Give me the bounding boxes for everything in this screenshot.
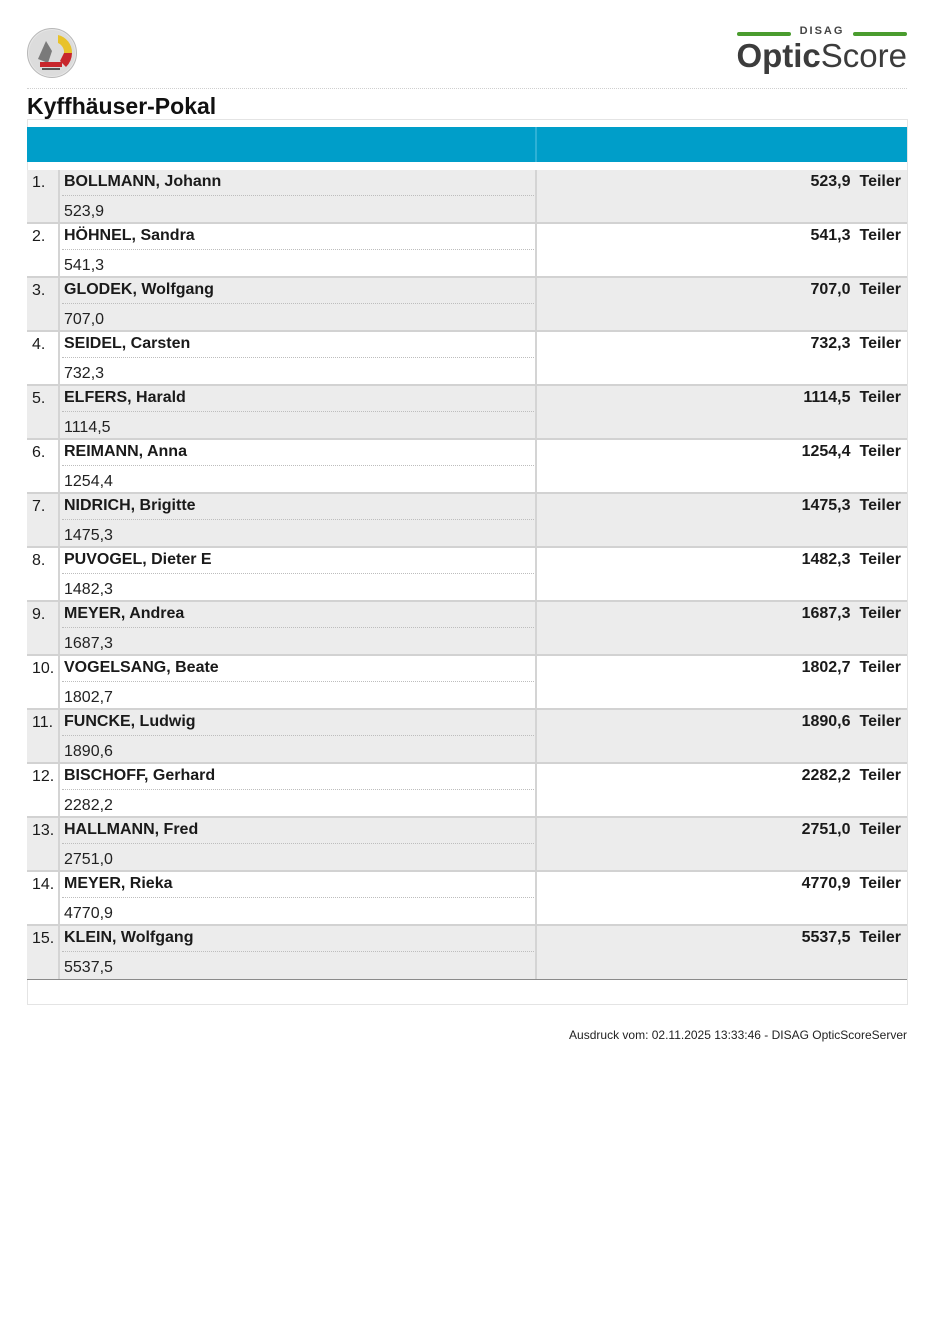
- row-divider: [535, 872, 537, 926]
- table-row: [27, 170, 907, 224]
- row-shooter-name: MEYER, Andrea: [64, 605, 185, 622]
- row-shooter-name: HÖHNEL, Sandra: [64, 227, 195, 244]
- row-rank: 12.: [32, 768, 55, 785]
- table-row: [27, 818, 907, 872]
- row-shooter-name: SEIDEL, Carsten: [64, 335, 191, 352]
- table-row: [27, 656, 907, 710]
- row-dotted-line: [62, 519, 534, 520]
- row-score-unit: Teiler: [859, 173, 901, 190]
- row-score-unit: Teiler: [859, 227, 901, 244]
- table-row: [27, 332, 907, 386]
- row-score-unit: Teiler: [859, 767, 901, 784]
- row-shooter-name: NIDRICH, Brigitte: [64, 497, 196, 514]
- row-divider: [58, 764, 60, 818]
- row-shooter-name: PUVOGEL, Dieter E: [64, 551, 212, 568]
- row-score: [802, 713, 901, 731]
- row-score: [803, 389, 901, 407]
- row-score-value: 707,0: [810, 281, 851, 298]
- row-rank: 5.: [32, 390, 46, 407]
- row-shot-value: 5537,5: [64, 959, 113, 976]
- table-row: [27, 440, 907, 494]
- row-shooter-name: FUNCKE, Ludwig: [64, 713, 196, 730]
- row-score-value: 732,3: [810, 335, 851, 352]
- row-rank: 1.: [32, 174, 46, 191]
- row-dotted-line: [62, 573, 534, 574]
- row-dotted-line: [62, 627, 534, 628]
- page-title: Kyffhäuser-Pokal: [27, 93, 217, 119]
- row-score-value: 2282,2: [801, 767, 851, 784]
- row-shot-value: 2751,0: [64, 851, 113, 868]
- row-dotted-line: [62, 411, 534, 412]
- brand-disag-label: DISAG: [799, 25, 845, 37]
- row-divider: [535, 224, 537, 278]
- row-score-unit: Teiler: [859, 929, 901, 946]
- row-score: [802, 875, 901, 893]
- row-score-value: 541,3: [810, 227, 851, 244]
- row-divider: [535, 332, 537, 386]
- row-dotted-line: [62, 303, 534, 304]
- table-row: [27, 386, 907, 440]
- row-divider: [535, 548, 537, 602]
- row-rank: 3.: [32, 282, 46, 299]
- row-score-value: 1482,3: [801, 551, 851, 568]
- row-divider: [58, 386, 60, 440]
- row-dotted-line: [62, 735, 534, 736]
- row-rank: 4.: [32, 336, 46, 353]
- row-score-unit: Teiler: [859, 551, 901, 568]
- row-shot-value: 1482,3: [64, 581, 113, 598]
- row-score: [802, 929, 901, 947]
- row-shooter-name: VOGELSANG, Beate: [64, 659, 219, 676]
- row-shooter-name: HALLMANN, Fred: [64, 821, 199, 838]
- row-shot-value: 1890,6: [64, 743, 113, 760]
- table-row: [27, 494, 907, 548]
- row-shot-value: 732,3: [64, 365, 105, 382]
- row-score-unit: Teiler: [859, 443, 901, 460]
- table-row: [27, 278, 907, 332]
- row-divider: [58, 602, 60, 656]
- row-divider: [58, 818, 60, 872]
- row-score-unit: Teiler: [859, 605, 901, 622]
- brand-name: [736, 38, 907, 74]
- table-header-separator: [535, 127, 537, 162]
- row-dotted-line: [62, 195, 534, 196]
- row-divider: [535, 818, 537, 872]
- row-divider: [58, 872, 60, 926]
- header-divider: [27, 88, 907, 89]
- row-score: [802, 605, 901, 623]
- row-divider: [58, 332, 60, 386]
- row-dotted-line: [62, 843, 534, 844]
- table-row: [27, 710, 907, 764]
- row-dotted-line: [62, 249, 534, 250]
- row-bottom-border: [27, 979, 907, 980]
- row-divider: [535, 602, 537, 656]
- row-divider: [535, 656, 537, 710]
- row-dotted-line: [62, 789, 534, 790]
- row-score: [810, 281, 901, 299]
- row-score: [802, 821, 901, 839]
- row-shot-value: 707,0: [64, 311, 105, 328]
- row-score-value: 5537,5: [801, 929, 851, 946]
- table-row: [27, 602, 907, 656]
- row-score-unit: Teiler: [859, 659, 901, 676]
- row-score: [802, 443, 901, 461]
- row-score: [810, 335, 901, 353]
- row-rank: 6.: [32, 444, 46, 461]
- row-dotted-line: [62, 897, 534, 898]
- row-divider: [535, 440, 537, 494]
- table-row: [27, 926, 907, 980]
- row-score-unit: Teiler: [859, 389, 901, 406]
- row-shooter-name: KLEIN, Wolfgang: [64, 929, 194, 946]
- brand-name-bold: Optic: [736, 37, 821, 74]
- row-score-value: 2751,0: [801, 821, 851, 838]
- row-score: [802, 497, 901, 515]
- row-rank: 9.: [32, 606, 46, 623]
- table-header-bar: [27, 127, 907, 162]
- row-shot-value: 1802,7: [64, 689, 113, 706]
- row-divider: [58, 224, 60, 278]
- row-shot-value: 1475,3: [64, 527, 113, 544]
- row-rank: 15.: [32, 930, 55, 947]
- row-divider: [58, 548, 60, 602]
- row-score: [810, 227, 901, 245]
- row-divider: [58, 710, 60, 764]
- row-shot-value: 1114,5: [64, 419, 111, 436]
- print-footer: Ausdruck vom: 02.11.2025 13:33:46 - DISAG OpticScoreServer: [569, 1028, 907, 1042]
- row-score: [802, 551, 901, 569]
- row-divider: [535, 278, 537, 332]
- row-score-unit: Teiler: [859, 713, 901, 730]
- row-score-unit: Teiler: [859, 497, 901, 514]
- row-shot-value: 523,9: [64, 203, 105, 220]
- results-table: [27, 170, 907, 980]
- table-row: [27, 872, 907, 926]
- row-score-unit: Teiler: [859, 281, 901, 298]
- row-divider: [535, 386, 537, 440]
- row-divider: [535, 764, 537, 818]
- row-score-value: 1802,7: [801, 659, 851, 676]
- row-dotted-line: [62, 681, 534, 682]
- row-score-value: 1254,4: [801, 443, 851, 460]
- row-score-value: 4770,9: [801, 875, 851, 892]
- row-rank: 13.: [32, 822, 55, 839]
- row-shooter-name: MEYER, Rieka: [64, 875, 173, 892]
- row-score: [802, 767, 901, 785]
- row-shot-value: 541,3: [64, 257, 105, 274]
- opticscore-logo: [736, 25, 907, 76]
- row-score-unit: Teiler: [859, 821, 901, 838]
- club-logo-icon: [27, 28, 77, 78]
- row-divider: [535, 494, 537, 548]
- row-score: [810, 173, 901, 191]
- row-dotted-line: [62, 357, 534, 358]
- row-score-value: 523,9: [810, 173, 851, 190]
- row-score-value: 1890,6: [801, 713, 851, 730]
- row-divider: [58, 440, 60, 494]
- row-divider: [58, 278, 60, 332]
- row-divider: [535, 710, 537, 764]
- row-divider: [535, 170, 537, 224]
- row-shooter-name: BISCHOFF, Gerhard: [64, 767, 216, 784]
- row-rank: 11.: [32, 714, 54, 731]
- brand-name-light: Score: [820, 37, 907, 74]
- row-shooter-name: BOLLMANN, Johann: [64, 173, 222, 190]
- row-shooter-name: GLODEK, Wolfgang: [64, 281, 214, 298]
- row-shot-value: 1687,3: [64, 635, 113, 652]
- page-header: [27, 24, 907, 88]
- row-rank: 7.: [32, 498, 46, 515]
- row-score-value: 1687,3: [801, 605, 851, 622]
- row-divider: [58, 494, 60, 548]
- row-shooter-name: ELFERS, Harald: [64, 389, 186, 406]
- row-divider: [58, 656, 60, 710]
- row-shot-value: 2282,2: [64, 797, 113, 814]
- row-shot-value: 4770,9: [64, 905, 113, 922]
- row-score-unit: Teiler: [859, 875, 901, 892]
- row-rank: 2.: [32, 228, 46, 245]
- row-score-value: 1475,3: [801, 497, 851, 514]
- row-shot-value: 1254,4: [64, 473, 113, 490]
- row-score-value: 1114,5: [803, 389, 851, 406]
- row-divider: [58, 170, 60, 224]
- row-dotted-line: [62, 465, 534, 466]
- row-score-unit: Teiler: [859, 335, 901, 352]
- row-dotted-line: [62, 951, 534, 952]
- row-shooter-name: REIMANN, Anna: [64, 443, 187, 460]
- row-rank: 14.: [32, 876, 55, 893]
- row-divider: [58, 926, 60, 980]
- row-rank: 8.: [32, 552, 46, 569]
- row-score: [802, 659, 901, 677]
- row-rank: 10.: [32, 660, 55, 677]
- table-row: [27, 548, 907, 602]
- row-divider: [535, 926, 537, 980]
- table-row: [27, 764, 907, 818]
- table-row: [27, 224, 907, 278]
